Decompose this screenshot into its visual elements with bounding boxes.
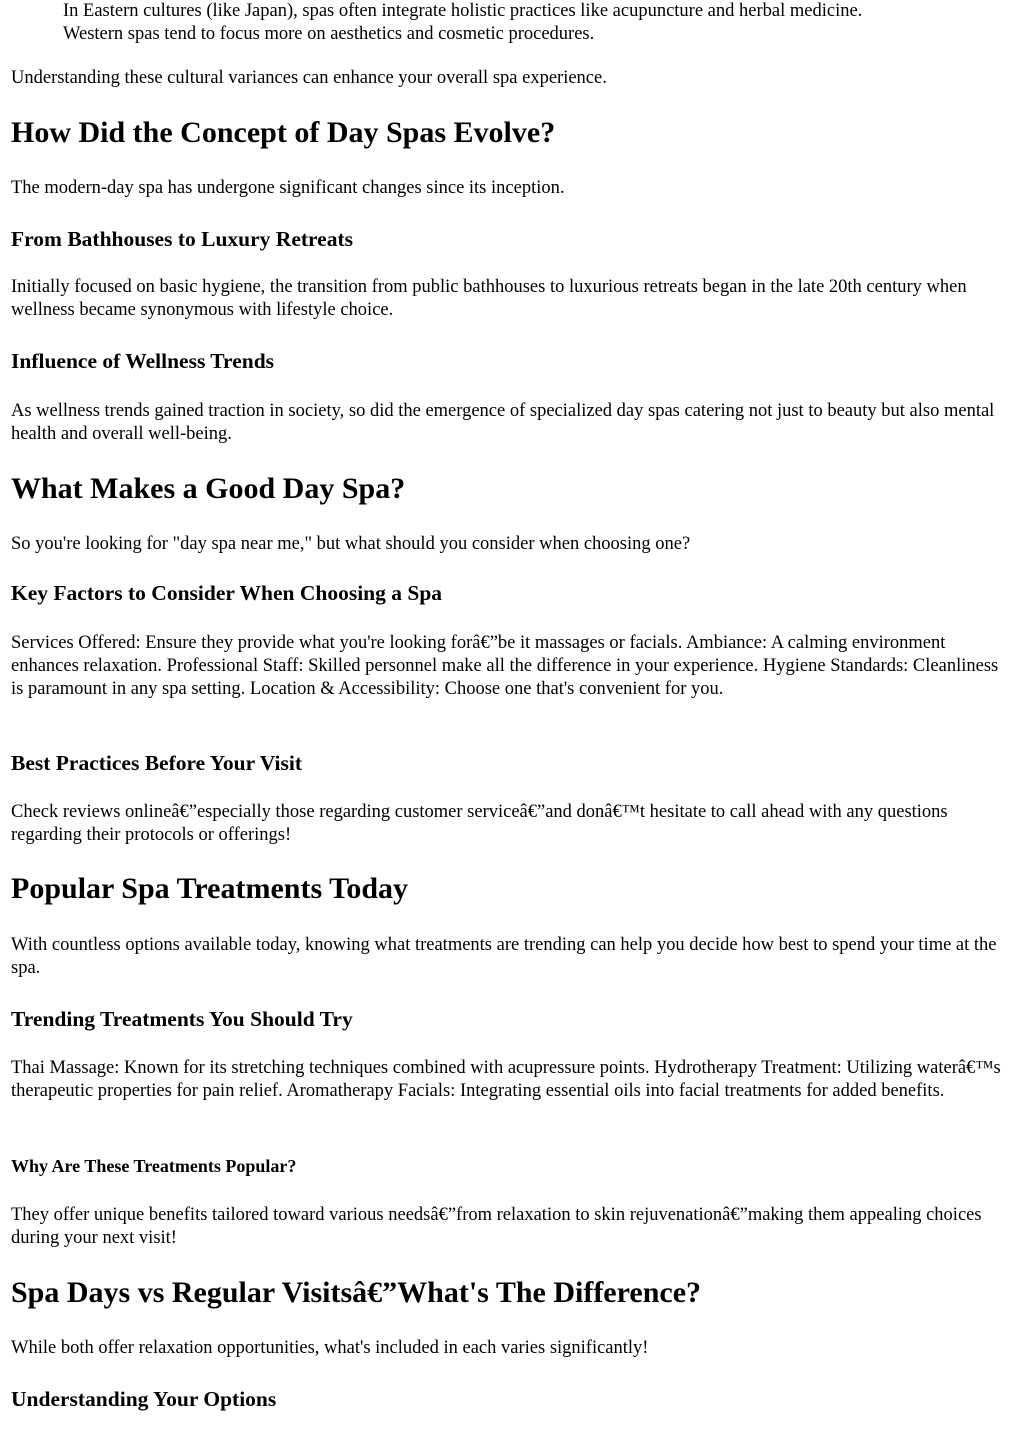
spa-days-intro-paragraph: While both offer relaxation opportunities, what's included in each varies significantly!: [11, 1338, 649, 1358]
evolve-intro-paragraph: The modern-day spa has undergone significant changes since its inception.: [11, 178, 565, 198]
spa-days-heading: Spa Days vs Regular Visitsâ€”What's The Difference?: [11, 1276, 702, 1309]
trending-heading: Trending Treatments You Should Try: [11, 1007, 353, 1031]
wellness-heading: Influence of Wellness Trends: [11, 349, 275, 373]
list-item-eastern-spas: In Eastern cultures (like Japan), spas often integrate holistic practices like acupuncture and herbal medicine.: [63, 1, 863, 21]
popular-heading: Popular Spa Treatments Today: [11, 872, 409, 905]
evolve-heading: How Did the Concept of Day Spas Evolve?: [11, 116, 556, 149]
trending-paragraph: Thai Massage: Known for its stretching techniques combined with acupressure points. Hydrotherapy Treatment: Utilizing waterâ€™s therapeutic properties for pain relief. Aromatherapy Facials: Integrating essential oils into facial treatments for added benefits.: [11, 1058, 1001, 1102]
factors-heading: Key Factors to Consider When Choosing a Spa: [11, 581, 443, 605]
why-popular-heading: Why Are These Treatments Popular?: [11, 1156, 297, 1176]
wellness-paragraph: As wellness trends gained traction in society, so did the emergence of specialized day spas catering not just to beauty but also mental health and overall well-being.: [11, 401, 995, 445]
options-heading: Understanding Your Options: [11, 1387, 277, 1411]
why-popular-paragraph: They offer unique benefits tailored toward various needsâ€”from relaxation to skin rejuvenationâ€”making them appealing choices during your next visit!: [11, 1205, 982, 1249]
popular-intro-paragraph: With countless options available today, knowing what treatments are trending can help you decide how best to spend your time at the spa.: [11, 935, 997, 979]
bathhouses-paragraph: Initially focused on basic hygiene, the transition from public bathhouses to luxurious retreats began in the late 20th century when wellness became synonymous with lifestyle choice.: [11, 277, 967, 321]
cultural-summary-paragraph: Understanding these cultural variances can enhance your overall spa experience.: [11, 68, 607, 88]
good-spa-intro-paragraph: So you're looking for "day spa near me," but what should you consider when choosing one?: [11, 534, 691, 554]
practices-paragraph: Check reviews onlineâ€”especially those regarding customer serviceâ€”and donâ€™t hesitate to call ahead with any questions regarding their protocols or offerings!: [11, 802, 948, 846]
list-item-western-spas: Western spas tend to focus more on aesthetics and cosmetic procedures.: [63, 24, 595, 44]
practices-heading: Best Practices Before Your Visit: [11, 751, 302, 775]
factors-paragraph: Services Offered: Ensure they provide what you're looking forâ€”be it massages or facials. Ambiance: A calming environment enhances relaxation. Professional Staff: Skilled personnel make all the difference in your experience. Hygiene Standards: Cleanliness is paramount in any spa setting. Location & Accessibility: Choose one that's convenient for you.: [11, 633, 999, 700]
bathhouses-heading: From Bathhouses to Luxury Retreats: [11, 227, 354, 251]
good-spa-heading: What Makes a Good Day Spa?: [11, 472, 406, 505]
